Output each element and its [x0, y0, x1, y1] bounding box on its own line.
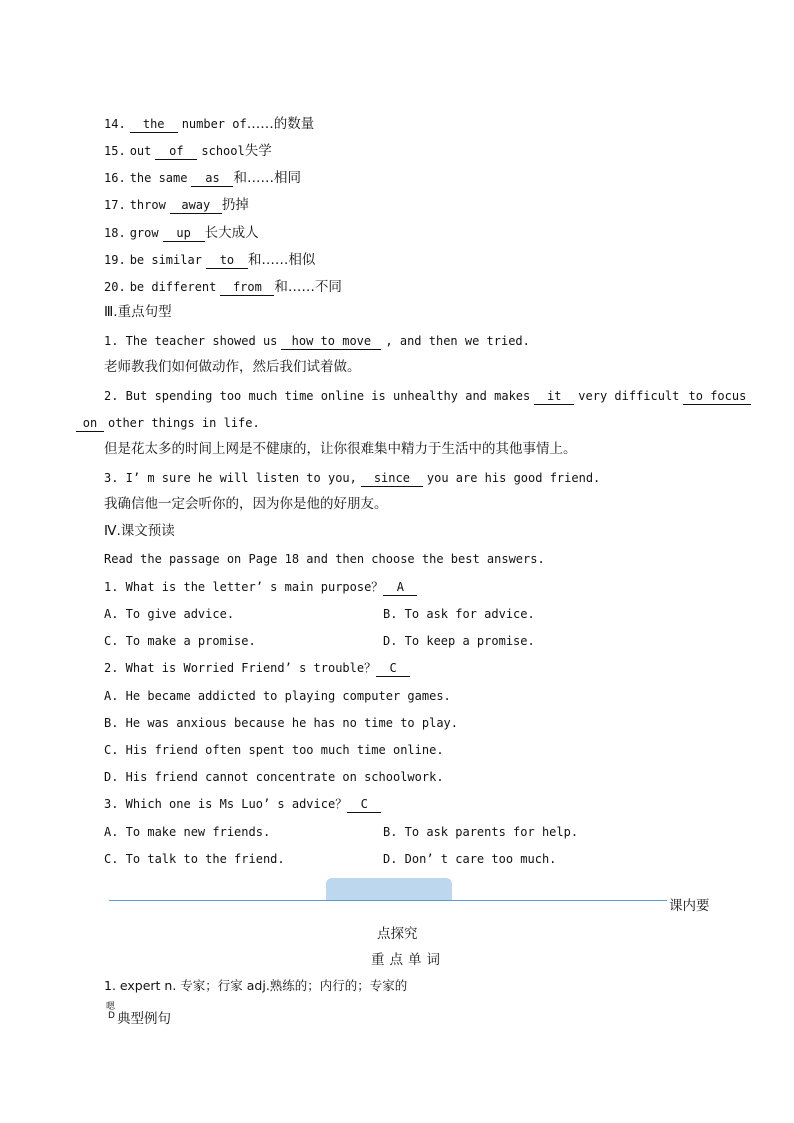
answer-blank: away [170, 198, 222, 214]
answer-blank: it [534, 389, 574, 405]
examples-heading: 典型例句 [117, 1011, 171, 1027]
answer-blank: on [76, 416, 104, 432]
q3-option-a: A. To make new friends. [104, 825, 271, 839]
q3-option-b: B. To ask parents for help. [383, 825, 579, 839]
phrase-18: 18. grow up 长大成人 [104, 225, 259, 241]
phrase-16: 16. the same as 和……相同 [104, 170, 301, 186]
phrase-17: 17. throw away 扔掉 [104, 197, 249, 213]
vocab-item-1: 1. expert n. 专家；行家 adj.熟练的；内行的；专家的 [104, 978, 408, 993]
q1-option-a: A. To give advice. [104, 607, 235, 621]
answer-blank: since [361, 471, 423, 487]
banner-label-center: 点探究 [377, 926, 418, 942]
answer-blank: to [206, 253, 248, 269]
q2-option-b: B. He was anxious because he has no time to play. [104, 716, 459, 730]
section-banner-tab [326, 878, 452, 901]
answer-blank: A [383, 580, 417, 596]
answer-blank: C [347, 797, 381, 813]
key-words-heading: 重点单词 [371, 952, 445, 968]
answer-blank: how to move [281, 334, 381, 350]
answer-blank: to focus [683, 389, 751, 405]
phrase-14: 14. the number of……的数量 [104, 116, 315, 132]
answer-blank: as [191, 171, 233, 187]
sentence-1: 1. The teacher showed us how to move , and then we tried. [104, 334, 530, 348]
q2-option-a: A. He became addicted to playing computer games. [104, 689, 451, 703]
q1-option-c: C. To make a promise. [104, 634, 256, 648]
phrase-20: 20. be different from 和……不同 [104, 279, 342, 295]
sentence-1-translation: 老师教我们如何做动作，然后我们试着做。 [104, 359, 361, 375]
answer-blank: the [130, 117, 178, 133]
sentence-2-cont: on other things in life. [76, 414, 260, 432]
section-4-heading: Ⅳ.课文预读 [104, 523, 175, 539]
answer-blank: C [376, 661, 410, 677]
example-icon: 嗯 D [106, 1002, 116, 1021]
answer-blank: of [155, 144, 197, 160]
sentence-2-translation: 但是花太多的时间上网是不健康的，让你很难集中精力于生活中的其他事情上。 [104, 441, 577, 457]
sentence-2: 2. But spending too much time online is unhealthy and makes it very difficult to focus [104, 387, 751, 405]
q3-option-d: D. Don’ t care too much. [383, 852, 557, 866]
sentence-3: 3. I’ m sure he will listen to you, since you are his good friend. [104, 471, 601, 485]
question-2: 2. What is Worried Friend’ s trouble？ C [104, 659, 410, 677]
q2-option-c: C. His friend often spent too much time online. [104, 743, 444, 757]
phrase-15: 15. out of school失学 [104, 143, 272, 159]
answer-blank: up [163, 226, 205, 242]
q3-option-c: C. To talk to the friend. [104, 852, 285, 866]
q1-option-b: B. To ask for advice. [383, 607, 535, 621]
q2-option-d: D. His friend cannot concentrate on schoolwork. [104, 770, 444, 784]
section-3-heading: Ⅲ.重点句型 [104, 304, 172, 320]
question-3: 3. Which one is Ms Luo’ s advice？ C [104, 795, 381, 813]
q1-option-d: D. To keep a promise. [383, 634, 535, 648]
reading-instruction: Read the passage on Page 18 and then choose the best answers. [104, 552, 545, 566]
sentence-3-translation: 我确信他一定会听你的，因为你是他的好朋友。 [104, 496, 388, 512]
banner-label-right: 课内要 [669, 898, 710, 914]
answer-blank: from [220, 280, 274, 296]
phrase-19: 19. be similar to 和……相似 [104, 252, 316, 268]
section-divider [109, 900, 667, 901]
question-1: 1. What is the letter’ s main purpose？ A [104, 578, 417, 596]
